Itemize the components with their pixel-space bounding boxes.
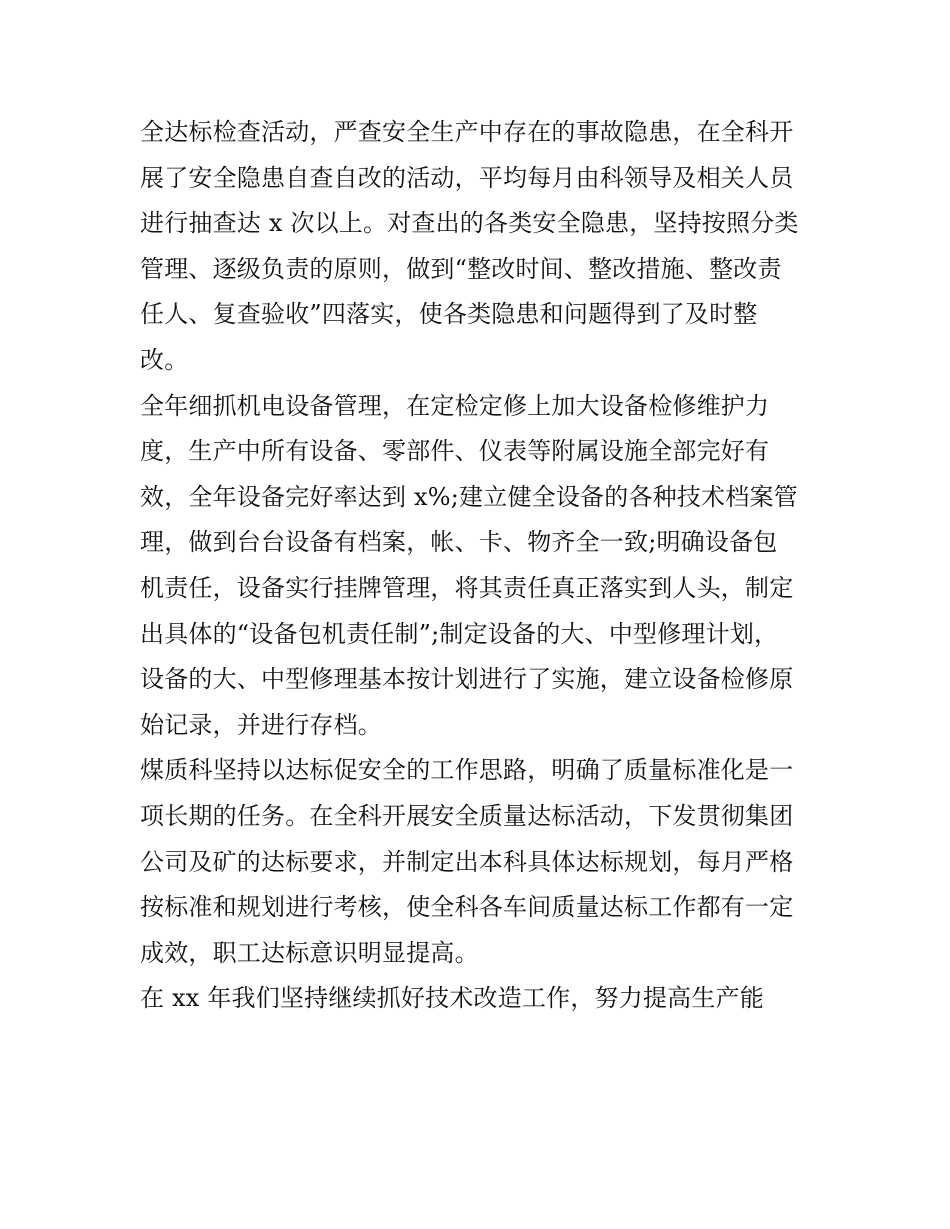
- text-line: 任人、复查验收”四落实，使各类隐患和问题得到了及时整: [140, 300, 758, 329]
- text-line: 展了安全隐患自查自改的活动，平均每月由科领导及相关人员: [140, 163, 794, 192]
- paragraph-safety-inspection: [140, 110, 820, 384]
- text-line: 在 xx 年我们坚持继续抓好技术改造工作，努力提高生产能: [140, 984, 764, 1013]
- text-line: 公司及矿的达标要求，并制定出本科具体达标规划，每月严格: [140, 847, 794, 876]
- text-line: 进行抽查达 x 次以上。对查出的各类安全隐患，坚持按照分类: [140, 209, 799, 238]
- text-line: 改。: [140, 345, 189, 374]
- text-line: 出具体的“设备包机责任制”;制定设备的大、中型修理计划，: [140, 619, 779, 648]
- text-line: 成效，职工达标意识明显提高。: [140, 938, 479, 967]
- text-line: 管理、逐级负责的原则，做到“整改时间、整改措施、整改责: [140, 254, 782, 283]
- text-line: 效，全年设备完好率达到 x%;建立健全设备的各种技术档案管: [140, 482, 798, 511]
- text-line: 机责任，设备实行挂牌管理，将其责任真正落实到人头，制定: [140, 573, 794, 602]
- document-body: [140, 110, 820, 1022]
- paragraph-quality-standardization: [140, 748, 820, 976]
- text-line: 全年细抓机电设备管理，在定检定修上加大设备检修维护力: [140, 391, 770, 420]
- text-line: 全达标检查活动，严查安全生产中存在的事故隐患，在全科开: [140, 118, 794, 146]
- paragraph-equipment-management: [140, 384, 820, 749]
- text-line: 理，做到台台设备有档案，帐、卡、物齐全一致;明确设备包: [140, 528, 778, 557]
- text-line: 按标准和规划进行考核，使全科各车间质量达标工作都有一定: [140, 893, 794, 922]
- text-line: 度，生产中所有设备、零部件、仪表等附属设施全部完好有: [140, 437, 770, 466]
- text-line: 始记录，并进行存档。: [140, 710, 382, 739]
- text-line: 煤质科坚持以达标促安全的工作思路，明确了质量标准化是一: [140, 756, 794, 785]
- paragraph-technical-renovation: [140, 976, 820, 1022]
- text-line: 设备的大、中型修理基本按计划进行了实施，建立设备检修原: [140, 665, 794, 694]
- text-line: 项长期的任务。在全科开展安全质量达标活动，下发贯彻集团: [140, 801, 794, 830]
